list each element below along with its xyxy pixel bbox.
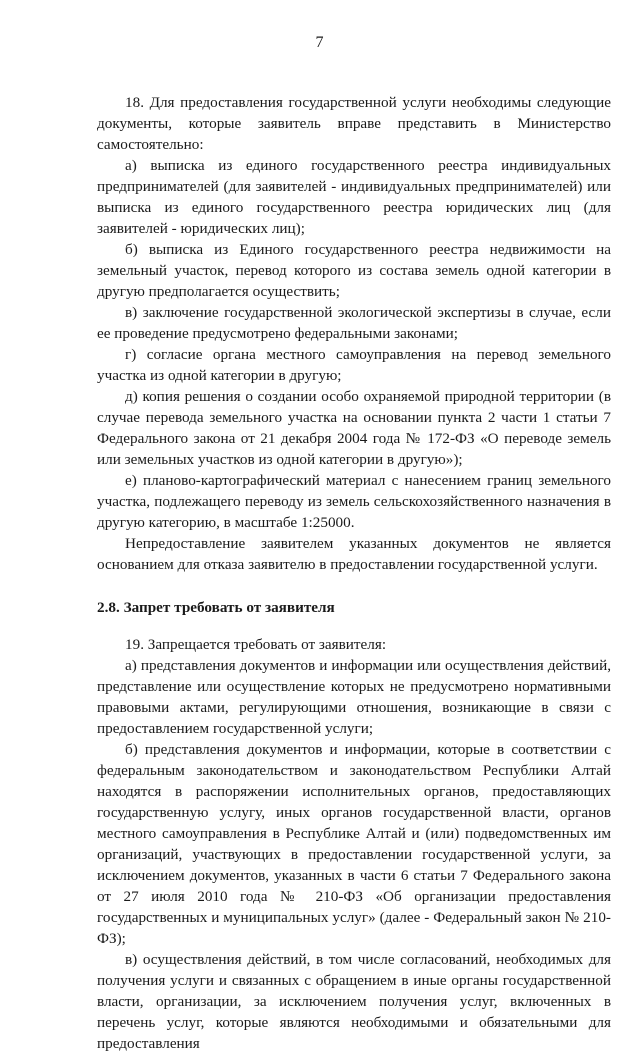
paragraph-19-v: в) осуществления действий, в том числе согласований, необходимых для получения услуги и связанных с обращением в иные органы государственной власти, организации, за исключением получения услуг, включенных в перечень услуг, которые являются необходимыми и обязательными для предоставления — [97, 951, 611, 1052]
paragraph-18-intro: 18. Для предоставления государственной услуги необходимы следующие документы, которые заявитель вправе представить в Министерство самостоятельно: — [97, 94, 611, 153]
section-heading: 2.8. Запрет требовать от заявителя — [97, 599, 335, 616]
paragraph-19-b: б) представления документов и информации, которые в соответствии с федеральным законодательством и законодательством Республики Алтай находятся в распоряжении исполнительных органов, предоставляющих государственную услугу, иных органов государственной власти, органов местного самоуправления в Республике Алтай и (или) подведомственных им организаций, участвующих в предоставлении государственной услуги, за исключением документов, указанных в части 6 статьи 7 Федерального закона от 27 июля 2010 года № 210-ФЗ «Об организации предоставления государственных и муниципальных услуг» (далее - Федеральный закон № 210-ФЗ); — [97, 741, 611, 947]
page-number: 7 — [315, 34, 324, 51]
paragraph-19-intro: 19. Запрещается требовать от заявителя: — [125, 636, 387, 653]
paragraph-18-a: а) выписка из единого государственного реестра индивидуальных предпринимателей (для заявителей - индивидуальных предпринимателей) или выписка из единого государственного реестра юридических лиц (для заявителей - юридических лиц); — [97, 157, 611, 237]
paragraph-18-note: Непредоставление заявителем указанных документов не является основанием для отказа заявителю в предоставлении государственной услуги. — [97, 535, 611, 573]
paragraph-18-e: е) планово-картографический материал с нанесением границ земельного участка, подлежащего переводу из земель сельскохозяйственного назначения в другую категорию, в масштабе 1:25000. — [97, 472, 611, 531]
paragraph-18-g: г) согласие органа местного самоуправления на перевод земельного участка из одной категории в другую; — [97, 346, 611, 384]
paragraph-19-a: а) представления документов и информации или осуществления действий, представление или осуществление которых не предусмотрено нормативными правовыми актами, регулирующими отношения, возникающие в связи с предоставлением государственной услуги; — [97, 657, 611, 737]
paragraph-18-v: в) заключение государственной экологической экспертизы в случае, если ее проведение предусмотрено федеральными законами; — [97, 304, 611, 342]
paragraph-18-d: д) копия решения о создании особо охраняемой природной территории (в случае перевода земельного участка на основании пункта 2 части 1 статьи 7 Федерального закона от 21 декабря 2004 года № 172-ФЗ «О переводе земель или земельных участков из одной категории в другую»); — [97, 388, 611, 468]
paragraph-18-b: б) выписка из Единого государственного реестра недвижимости на земельный участок, перевод которого из состава земель одной категории в другую предполагается осуществить; — [97, 241, 611, 300]
document-body — [97, 92, 611, 1054]
